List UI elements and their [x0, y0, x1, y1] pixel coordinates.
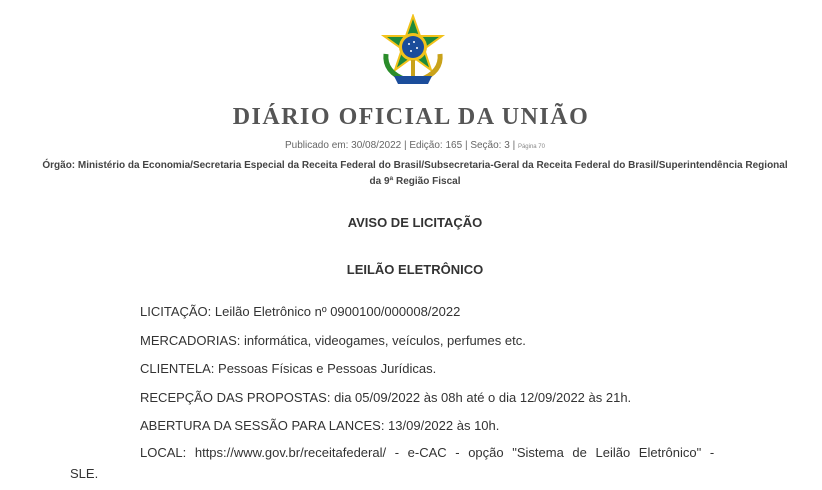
abertura-line: ABERTURA DA SESSÃO PARA LANCES: 13/09/2022 às 10h.	[140, 418, 500, 433]
newspaper-title: DIÁRIO OFICIAL DA UNIÃO	[232, 104, 590, 130]
local-line: LOCAL: https://www.gov.br/receitafederal/ - e-CAC - opção "Sistema de Leilão Eletrônico" -	[140, 445, 715, 460]
auction-heading: LEILÃO ELETRÔNICO	[346, 262, 484, 277]
orgao-text: Ministério da Economia/Secretaria Especial da Receita Federal do Brasil/Subsecretaria-Geral da Receita Federal do Brasil/Superintendência Regional da 9ª Região Fiscal	[77, 160, 788, 187]
mercadorias-line: MERCADORIAS: informática, videogames, veículos, perfumes etc.	[140, 333, 526, 348]
licitacao-line: LICITAÇÃO: Leilão Eletrônico nº 0900100/000008/2022	[140, 304, 461, 319]
brazil-coat-of-arms-emblem	[376, 14, 450, 90]
clientela-line: CLIENTELA: Pessoas Físicas e Pessoas Jurídicas.	[140, 361, 437, 376]
page-number-tag: Página 70	[517, 144, 545, 150]
orgao-label: Órgão:	[42, 160, 76, 171]
local-continuation: SLE.	[70, 466, 99, 481]
orgao-info	[40, 158, 790, 190]
publication-details: Publicado em: 30/08/2022 | Edição: 165 | Seção: 3 |	[285, 140, 516, 151]
recepcao-line: RECEPÇÃO DAS PROPOSTAS: dia 05/09/2022 às 08h até o dia 12/09/2022 às 21h.	[140, 390, 632, 405]
notice-heading: AVISO DE LICITAÇÃO	[347, 215, 483, 230]
publication-info	[0, 140, 822, 151]
